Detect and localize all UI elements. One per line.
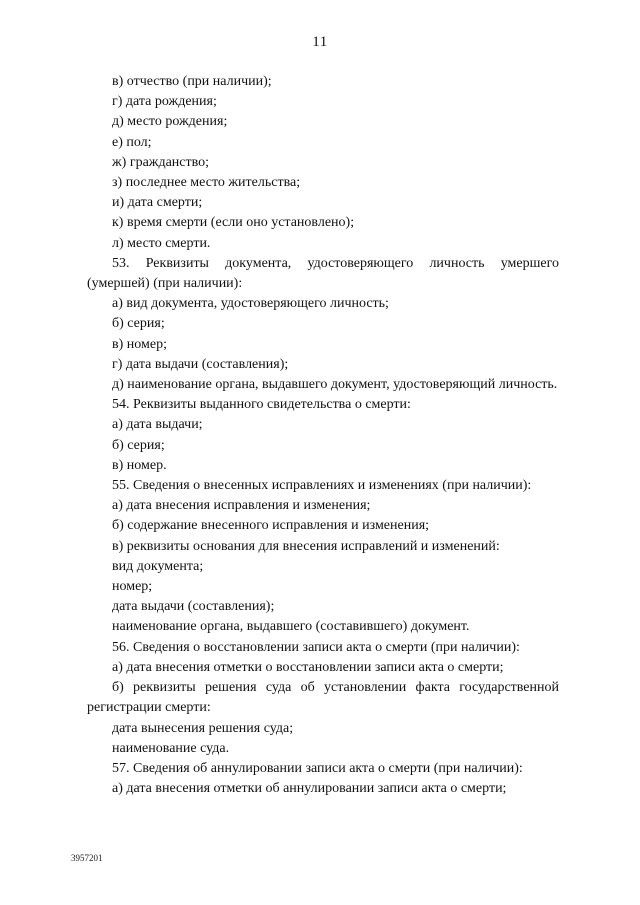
- list-line: и) дата смерти;: [112, 195, 203, 211]
- list-line: а) вид документа, удостоверяющего личность;: [112, 296, 389, 312]
- list-line: б) серия;: [112, 437, 165, 453]
- list-line: наименование суда.: [112, 740, 230, 756]
- list-line: д) место рождения;: [112, 114, 228, 130]
- list-line: а) дата выдачи;: [112, 417, 203, 433]
- list-line: а) дата внесения исправления и изменения;: [112, 498, 371, 514]
- list-line: г) дата рождения;: [112, 94, 217, 110]
- list-line: а) дата внесения отметки о восстановлении записи акта о смерти;: [112, 659, 504, 675]
- list-line: к) время смерти (если оно установлено);: [112, 215, 355, 231]
- list-line: з) последнее место жительства;: [112, 175, 301, 191]
- list-line: 57. Сведения об аннулировании записи акта о смерти (при наличии):: [112, 760, 523, 776]
- list-line: дата вынесения решения суда;: [112, 720, 294, 736]
- list-line: г) дата выдачи (составления);: [112, 356, 289, 372]
- list-line: б) серия;: [112, 316, 165, 332]
- list-line: в) реквизиты основания для внесения исправлений и изменений:: [112, 538, 500, 554]
- list-line: в) номер;: [112, 336, 167, 352]
- paragraph: д) наименование органа, выдавшего документ, удостоверяющий личность.: [112, 377, 558, 393]
- list-line: б) содержание внесенного исправления и изменения;: [112, 518, 430, 534]
- document-code: 3957201: [71, 853, 103, 863]
- list-line: ж) гражданство;: [112, 154, 210, 170]
- paragraph: б) реквизиты решения суда об установлении факта государственной регистрации смерти:: [87, 680, 559, 716]
- paragraph: 55. Сведения о внесенных исправлениях и изменениях (при наличии):: [112, 478, 532, 494]
- list-line: номер;: [112, 579, 153, 595]
- list-line: л) место смерти.: [112, 235, 211, 251]
- list-line: в) отчество (при наличии);: [112, 74, 272, 89]
- list-line: 54. Реквизиты выданного свидетельства о смерти:: [112, 397, 411, 413]
- document-body: [87, 72, 559, 799]
- list-line: е) пол;: [112, 134, 152, 150]
- list-line: а) дата внесения отметки об аннулировании записи акта о смерти;: [112, 781, 507, 797]
- list-line: 56. Сведения о восстановлении записи акта о смерти (при наличии):: [112, 639, 520, 655]
- paragraph: 53. Реквизиты документа, удостоверяющего личность умершего (умершей) (при наличии):: [87, 255, 559, 292]
- page-number: 11: [312, 34, 328, 50]
- list-line: вид документа;: [112, 558, 204, 574]
- list-line: в) номер.: [112, 457, 167, 473]
- list-line: наименование органа, выдавшего (составившего) документ.: [112, 619, 470, 635]
- list-line: дата выдачи (составления);: [112, 599, 275, 615]
